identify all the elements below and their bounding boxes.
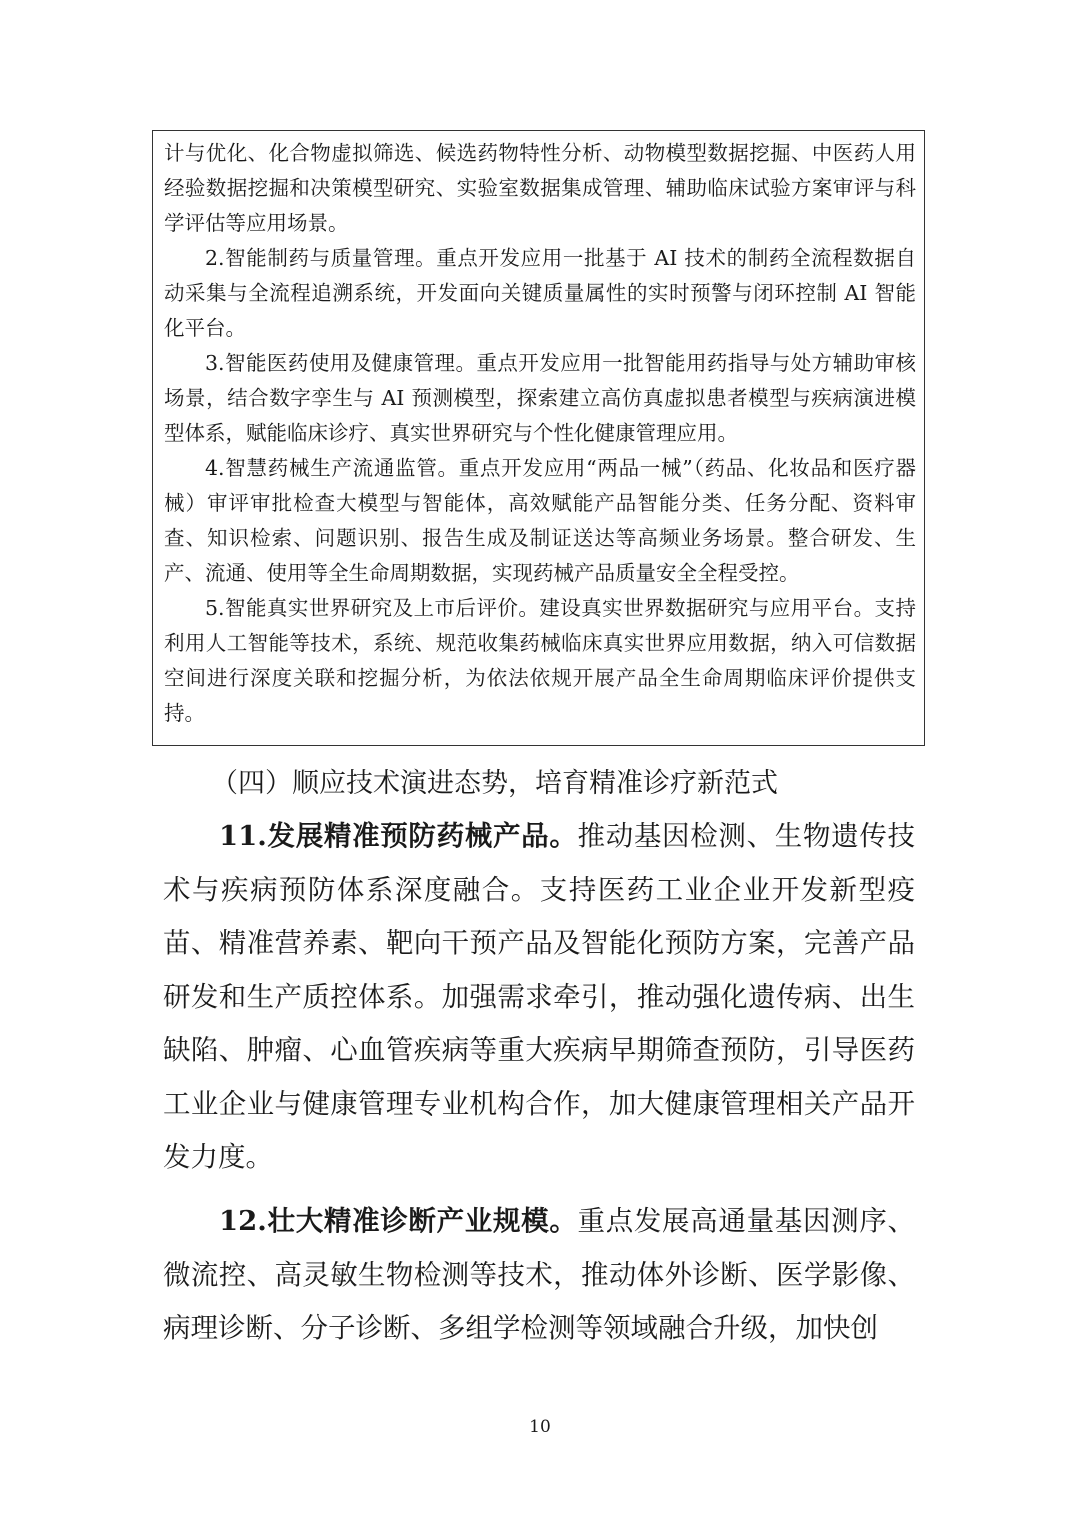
boxed-item-smart-supervision: 4.智慧药械生产流通监管。重点开发应用“两品一械”（药品、化妆品和医疗器械）审评审批检查大模型与智能体，高效赋能产品智能分类、任务分配、资料审查、知识检索、问题识别、报告生成及制证送达等高频业务场景。整合研发、生产、流通、使用等全生命周期数据，实现药械产品质量安全全程受控。	[164, 456, 916, 585]
paragraph-11	[163, 810, 915, 1185]
section-heading: （四）顺应技术演进态势，培育精准诊疗新范式	[211, 768, 778, 799]
boxed-item-real-world-research: 5.智能真实世界研究及上市后评价。建设真实世界数据研究与应用平台。支持利用人工智能等技术，系统、规范收集药械临床真实世界应用数据，纳入可信数据空间进行深度关联和挖掘分析，为依法依规开展产品全生命周期临床评价提供支持。	[164, 596, 916, 725]
paragraph-12-text: 重点发展高通量基因测序、微流控、高灵敏生物检测等技术，推动体外诊断、医学影像、病理诊断、分子诊断、多组学检测等领域融合升级，加快创	[163, 1205, 916, 1344]
page-number: 10	[529, 1417, 551, 1437]
paragraph-12	[163, 1195, 915, 1356]
boxed-text-section	[152, 130, 925, 746]
boxed-item-smart-medication: 3.智能医药使用及健康管理。重点开发应用一批智能用药指导与处方辅助审核场景，结合数字孪生与 AI 预测模型，探索建立高仿真虚拟患者模型与疾病演进模型体系，赋能临床诊疗、真实世界研究与个性化健康管理应用。	[164, 351, 916, 445]
paragraph-11-text: 推动基因检测、生物遗传技术与疾病预防体系深度融合。支持医药工业企业开发新型疫苗、精准营养素、靶向干预产品及智能化预防方案，完善产品研发和生产质控体系。加强需求牵引，推动强化遗传病、出生缺陷、肿瘤、心血管疾病等重大疾病早期筛查预防，引导医药工业企业与健康管理专业机构合作，加大健康管理相关产品开发力度。	[163, 820, 916, 1173]
boxed-item-smart-pharma: 2.智能制药与质量管理。重点开发应用一批基于 AI 技术的制药全流程数据自动采集与全流程追溯系统，开发面向关键质量属性的实时预警与闭环控制 AI 智能化平台。	[164, 246, 916, 340]
boxed-continuation-text: 计与优化、化合物虚拟筛选、候选药物特性分析、动物模型数据挖掘、中医药人用经验数据挖掘和决策模型研究、实验室数据集成管理、辅助临床试验方案审评与科学评估等应用场景。	[164, 141, 916, 235]
paragraph-12-lead: 12.壮大精准诊断产业规模。	[219, 1205, 578, 1237]
paragraph-11-lead: 11.发展精准预防药械产品。	[219, 820, 578, 852]
